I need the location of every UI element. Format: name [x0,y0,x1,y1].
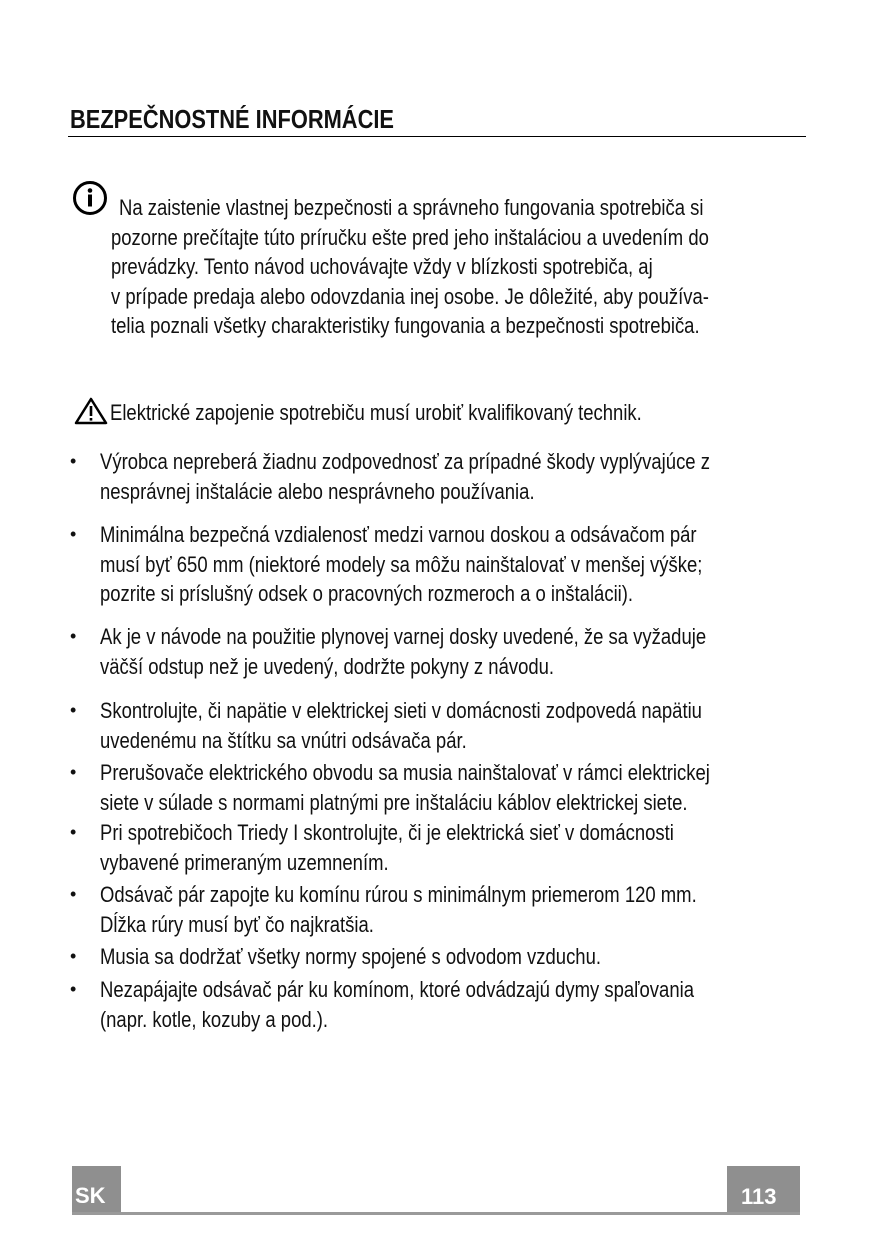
intro-line: Na zaistenie vlastnej bezpečnosti a správneho fungovania spotrebiča si [119,195,704,220]
bullet-line: Minimálna bezpečná vzdialenosť medzi varnou doskou a odsávačom pár [100,522,697,547]
title-divider [68,136,806,137]
bullet-line: uvedenému na štítku sa vnútri odsávača pár. [100,727,467,753]
bullet-line: Ak je v návode na použitie plynovej varnej dosky uvedené, že sa vyžaduje [100,624,707,649]
bullet-item [100,622,822,681]
bullet-icon: • [70,884,77,904]
warning-icon [74,397,108,425]
footer-page-number: 113 [741,1184,777,1209]
bullet-line: Výrobca nepreberá žiadnu zodpovednosť za prípadné škody vyplývajúce z [100,449,710,474]
info-icon [72,180,108,216]
intro-line: telia poznali všetky charakteristiky fungovania a bezpečnosti spotrebiča. [111,313,700,338]
intro-line: pozorne prečítajte túto príručku ešte pred jeho inštaláciou a uvedením do [111,224,709,250]
warning-line: Elektrické zapojenie spotrebiču musí urobiť kvalifikovaný technik. [110,400,642,425]
bullet-icon: • [70,979,77,999]
footer-line [72,1212,800,1215]
bullet-icon: • [70,762,77,782]
bullet-line: Dĺžka rúry musí byť čo najkratšia. [100,911,374,937]
bullet-item [100,975,807,1034]
bullet-item [100,520,817,609]
bullet-icon: • [70,700,77,720]
bullet-line: nesprávnej inštalácie alebo nesprávneho používania. [100,478,535,504]
intro-paragraph [111,193,823,341]
footer-language: SK [75,1183,106,1208]
bullet-icon: • [70,946,77,966]
bullet-item [100,758,826,817]
bullet-line: Prerušovače elektrického obvodu sa musia nainštalovať v rámci elektrickej [100,760,710,785]
bullet-item [100,447,826,506]
bullet-item [100,818,783,877]
bullet-line: pozrite si príslušný odsek o pracovných rozmeroch a o inštalácii). [100,581,634,606]
intro-line: v prípade predaja alebo odovzdania inej osobe. Je dôležité, aby používa- [111,283,709,309]
bullet-line: Pri spotrebičoch Triedy I skontrolujte, či je elektrická sieť v domácnosti [100,820,674,845]
bullet-line: Odsávač pár zapojte ku komínu rúrou s minimálnym priemerom 120 mm. [100,882,697,907]
bullet-line: vybavené primeraným uzemnením. [100,849,389,875]
bullet-line: väčší odstup než je uvedený, dodržte pokyny z návodu. [100,653,555,679]
bullet-line: Musia sa dodržať všetky normy spojené s odvodom vzduchu. [100,944,602,969]
page-title: BEZPEČNOSTNÉ INFORMÁCIE [70,104,394,134]
bullet-line: siete v súlade s normami platnými pre inštaláciu káblov elektrickej siete. [100,789,688,815]
bullet-icon: • [70,451,77,471]
bullet-icon: • [70,822,77,842]
bullet-item [100,880,810,939]
bullet-line: Nezapájajte odsávač pár ku komínom, ktoré odvádzajú dymy spaľovania [100,977,694,1002]
bullet-icon: • [70,524,77,544]
bullet-line: Skontrolujte, či napätie v elektrickej sieti v domácnosti zodpovedá napätiu [100,698,702,723]
bullet-line: (napr. kotle, kozuby a pod.). [100,1006,329,1032]
warning-text [110,398,743,428]
bullet-item [100,696,817,755]
bullet-icon: • [70,626,77,646]
bullet-item [100,942,696,972]
bullet-line: musí byť 650 mm (niektoré modely sa môžu nainštalovať v menšej výške; [100,551,703,577]
intro-line: prevádzky. Tento návod uchovávajte vždy v blízkosti spotrebiča, aj [111,254,653,279]
